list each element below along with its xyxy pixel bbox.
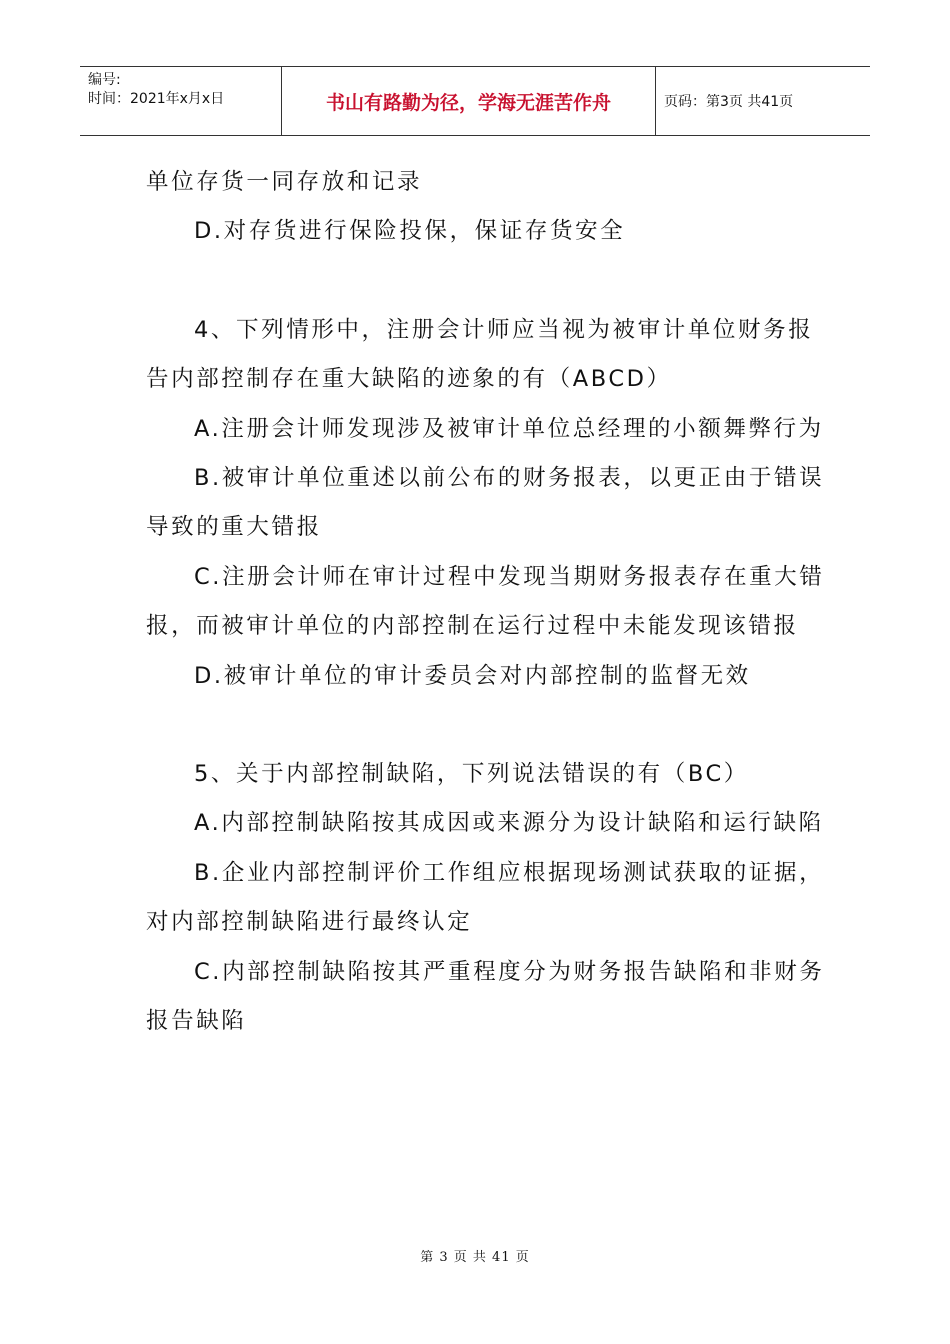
document-body bbox=[146, 158, 826, 1047]
page-header bbox=[80, 66, 870, 136]
page-footer: 第 3 页 共 41 页 bbox=[420, 1250, 530, 1265]
question-4-option-c: C.注册会计师在审计过程中发现当期财务报表存在重大错报，而被审计单位的内部控制在运行过程中未能发现该错报 bbox=[146, 563, 825, 640]
document-number-label: 编号: bbox=[88, 72, 121, 88]
question-5-stem: 5、关于内部控制缺陷，下列说法错误的有（BC） bbox=[194, 761, 749, 788]
question-5-option-c: C.内部控制缺陷按其严重程度分为财务报告缺陷和非财务报告缺陷 bbox=[146, 958, 825, 1035]
document-date: 时间：2021年x月x日 bbox=[88, 91, 225, 107]
header-meta-cell bbox=[80, 67, 282, 135]
question-4-option-a: A.注册会计师发现涉及被审计单位总经理的小额舞弊行为 bbox=[194, 415, 824, 442]
paragraph-gap bbox=[146, 701, 826, 750]
header-page-info: 页码：第3页 共41页 bbox=[664, 94, 794, 110]
question-5-option-a: A.内部控制缺陷按其成因或来源分为设计缺陷和运行缺陷 bbox=[194, 810, 824, 837]
body-line: 单位存货一同存放和记录 bbox=[146, 169, 423, 195]
question-4-option-d: D.被审计单位的审计委员会对内部控制的监督无效 bbox=[194, 662, 751, 689]
question-4-stem: 4、下列情形中，注册会计师应当视为被审计单位财务报告内部控制存在重大缺陷的迹象的有（ABCD） bbox=[146, 316, 814, 393]
question-4-option-b: B.被审计单位重述以前公布的财务报表，以更正由于错误导致的重大错报 bbox=[146, 465, 825, 541]
question-5-option-b: B.企业内部控制评价工作组应根据现场测试获取的证据，对内部控制缺陷进行最终认定 bbox=[146, 859, 825, 936]
paragraph-gap bbox=[146, 257, 826, 306]
header-motto: 书山有路勤为径，学海无涯苦作舟 bbox=[282, 67, 656, 135]
option-d-previous: D.对存货进行保险投保，保证存货安全 bbox=[194, 218, 626, 245]
